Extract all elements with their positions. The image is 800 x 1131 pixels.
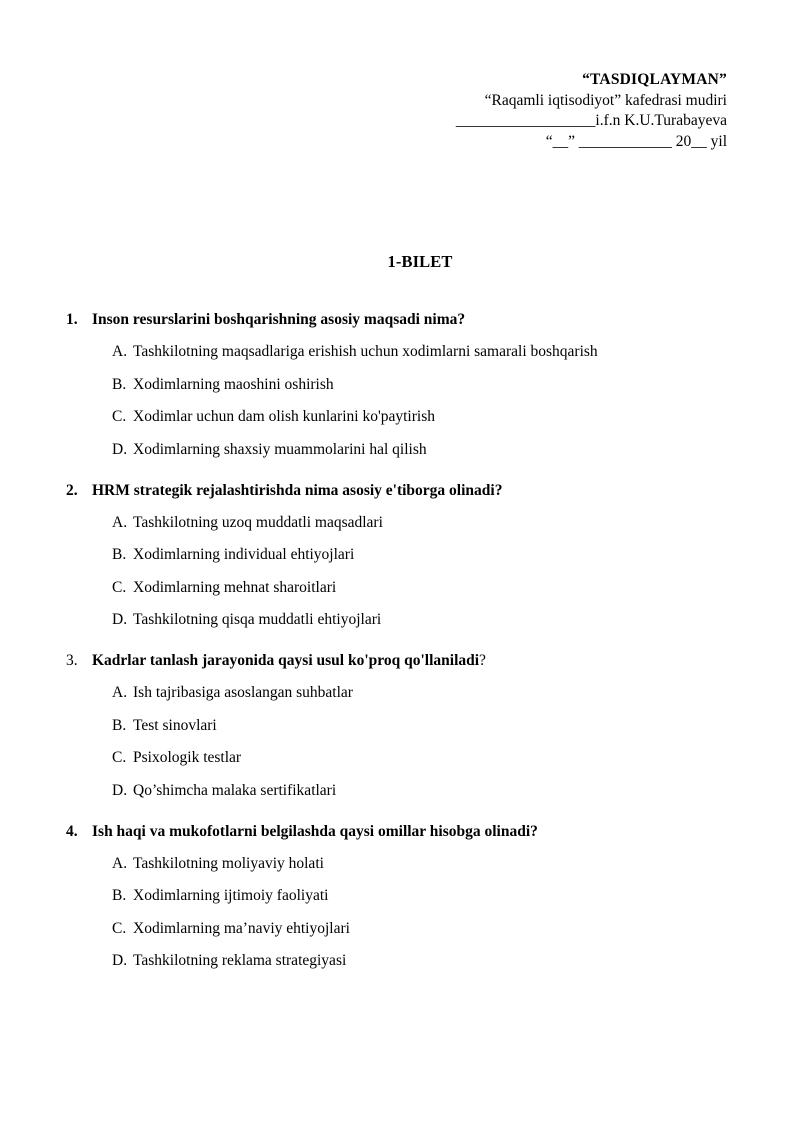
option-letter: C. — [112, 919, 127, 937]
questions-list — [66, 310, 766, 992]
answer-option[interactable] — [66, 716, 766, 736]
option-letter: A. — [112, 513, 128, 531]
option-letter: B. — [112, 375, 127, 393]
answer-option[interactable] — [66, 854, 766, 874]
question-text: Ish haqi va mukofotlarni belgilashda qaysi omillar hisobga olinadi? — [92, 822, 538, 840]
approval-line-tasdiqlayman: “TASDIQLAYMAN” — [582, 71, 727, 88]
question-heading — [66, 651, 766, 671]
question-heading — [66, 481, 766, 501]
answer-option[interactable] — [66, 610, 766, 630]
option-text: Xodimlar uchun dam olish kunlarini ko'paytirish — [133, 408, 435, 425]
answer-option[interactable] — [66, 375, 766, 395]
option-text: Psixologik testlar — [133, 749, 242, 766]
option-letter: A. — [112, 854, 128, 872]
answer-option[interactable] — [66, 545, 766, 565]
question-number: 2. — [66, 481, 78, 499]
question-heading — [66, 822, 766, 842]
question-number: 1. — [66, 311, 78, 328]
option-letter: A. — [112, 684, 128, 701]
option-text: Tashkilotning reklama strategiyasi — [133, 952, 347, 969]
option-text: Xodimlarning shaxsiy muammolarini hal qilish — [133, 440, 427, 458]
answer-option[interactable] — [66, 513, 766, 533]
option-letter: B. — [112, 546, 127, 563]
option-text: Test sinovlari — [133, 716, 217, 734]
answer-option[interactable] — [66, 781, 766, 801]
option-text: Xodimlarning ijtimoiy faoliyati — [133, 887, 329, 904]
question-text: HRM strategik rejalashtirishda nima asosiy e'tiborga olinadi? — [92, 481, 503, 499]
option-letter: D. — [112, 611, 128, 628]
approval-header — [167, 70, 727, 152]
option-letter: C. — [112, 408, 127, 425]
question-text: Inson resurslarini boshqarishning asosiy maqsadi nima? — [92, 311, 466, 328]
answer-option[interactable] — [66, 578, 766, 598]
question-block — [66, 822, 766, 972]
option-text: Tashkilotning uzoq muddatli maqsadlari — [133, 513, 383, 531]
approval-line-department: “Raqamli iqtisodiyot” kafedrasi mudiri — [484, 91, 727, 109]
approval-line-signature: __________________i.f.n K.U.Turabayeva — [455, 112, 727, 129]
answer-option[interactable] — [66, 440, 766, 460]
option-letter: B. — [112, 887, 127, 904]
option-text: Tashkilotning maqsadlariga erishish uchun xodimlarni samarali boshqarish — [133, 343, 598, 360]
answer-option[interactable] — [66, 748, 766, 768]
question-text: Kadrlar tanlash jarayonida qaysi usul ko'proq qo'llaniladi — [92, 652, 480, 669]
option-letter: D. — [112, 781, 128, 799]
question-block — [66, 651, 766, 801]
option-letter: C. — [112, 749, 127, 766]
question-block — [66, 310, 766, 460]
option-text: Xodimlarning individual ehtiyojlari — [133, 546, 355, 563]
option-text: Tashkilotning moliyaviy holati — [133, 854, 324, 872]
answer-option[interactable] — [66, 919, 766, 939]
option-letter: A. — [112, 343, 128, 360]
question-block — [66, 481, 766, 631]
option-text: Tashkilotning qisqa muddatli ehtiyojlari — [133, 611, 382, 628]
option-text: Xodimlarning ma’naviy ehtiyojlari — [133, 919, 350, 937]
option-letter: C. — [112, 578, 127, 596]
option-text: Xodimlarning maoshini oshirish — [133, 375, 334, 393]
answer-option[interactable] — [66, 342, 766, 362]
option-letter: D. — [112, 440, 128, 458]
answer-option[interactable] — [66, 407, 766, 427]
option-text: Ish tajribasiga asoslangan suhbatlar — [133, 684, 353, 701]
approval-line-date: “__” ____________ 20__ yil — [545, 132, 727, 150]
page-title: 1-BILET — [387, 252, 453, 271]
question-number: 4. — [66, 822, 78, 840]
answer-option[interactable] — [66, 886, 766, 906]
option-text: Xodimlarning mehnat sharoitlari — [133, 578, 337, 596]
question-text-tail: ? — [479, 652, 486, 669]
option-letter: B. — [112, 716, 127, 734]
answer-option[interactable] — [66, 951, 766, 971]
answer-option[interactable] — [66, 683, 766, 703]
question-heading — [66, 310, 766, 330]
question-number: 3. — [66, 652, 78, 669]
option-text: Qo’shimcha malaka sertifikatlari — [133, 781, 337, 799]
option-letter: D. — [112, 952, 128, 969]
